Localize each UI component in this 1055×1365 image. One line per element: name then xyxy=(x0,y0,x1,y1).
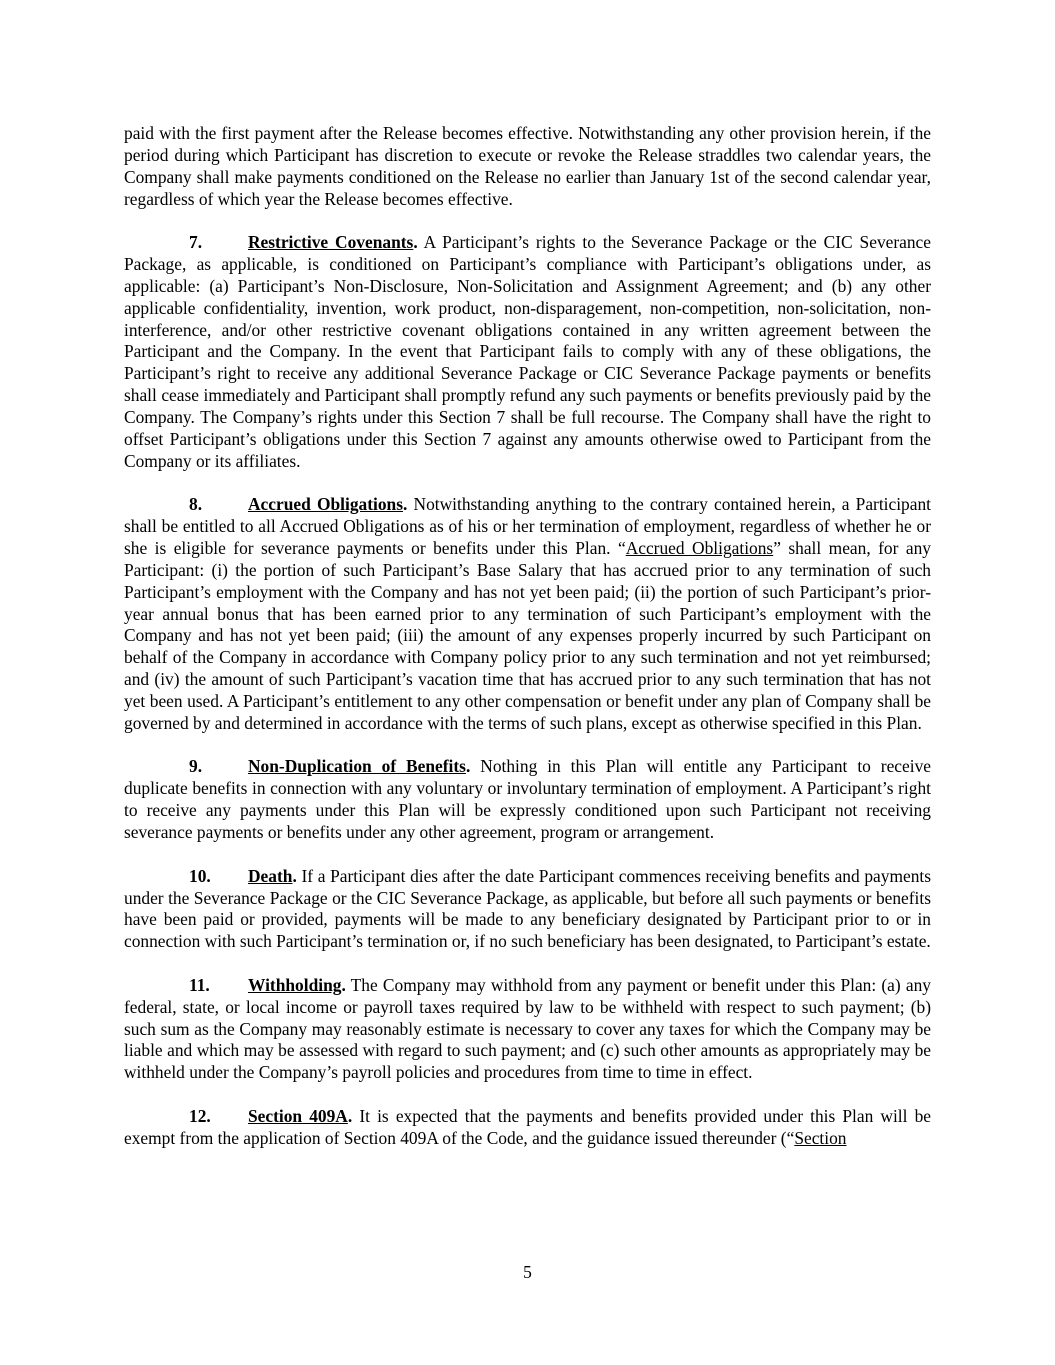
section-9-heading-punct: . xyxy=(465,756,471,777)
document-page xyxy=(124,123,931,1172)
section-8-body-before: Notwithstanding anything to the contrary contained herein, a Participant shall be entitled to all Accrued Obligations as of his or her termination of employment, regardless of whether he or she is eligible for severance payments or benefits under this Plan. “ xyxy=(124,494,931,559)
section-8-paragraph xyxy=(124,494,931,734)
section-12-paragraph xyxy=(124,1106,931,1150)
section-12-heading-punct: . xyxy=(347,1105,353,1126)
section-10-heading: Death xyxy=(248,865,293,886)
section-9-paragraph xyxy=(124,756,931,843)
section-12-heading: Section 409A xyxy=(248,1105,348,1126)
section-10-number: 10. xyxy=(189,865,211,886)
section-7-heading-punct: . xyxy=(413,232,418,253)
section-9-number: 9. xyxy=(189,756,203,777)
section-10-paragraph xyxy=(124,866,931,953)
section-11-number: 11. xyxy=(189,974,210,995)
intro-paragraph: paid with the first payment after the Release becomes effective. Notwithstanding any other provision herein, if the period during which Participant has discretion to execute or revoke the Release straddles two calendar years, the Company shall make payments conditioned on the Release no earlier than January 1st of the second calendar year, regardless of which year the Release becomes effective. xyxy=(124,123,931,209)
section-8-defined-term: Accrued Obligations xyxy=(625,538,774,559)
section-8-heading: Accrued Obligations xyxy=(248,494,403,515)
section-12-defined-term: Section xyxy=(794,1127,847,1148)
section-8-heading-punct: . xyxy=(402,494,408,515)
page-number: 5 xyxy=(523,1262,532,1282)
section-10-body: If a Participant dies after the date Participant commences receiving benefits and payments under the Severance Package or the CIC Severance Package, as applicable, but before all such payments or benefits have been paid or provided, payments will be made to any beneficiary designated by Participant prior to or in connection with such Participant’s termination or, if no such beneficiary has been designated, to Participant’s estate. xyxy=(124,865,931,952)
section-12-number: 12. xyxy=(189,1105,211,1126)
section-10-heading-punct: . xyxy=(292,865,297,886)
section-7-body: A Participant’s rights to the Severance Package or the CIC Severance Package, as applicable, is conditioned on Participant’s compliance with Participant’s obligations under, as applicable: (a) Participant’s Non-Disclosure, Non-Solicitation and Assignment Agreement; and (b) any other applicable confidentiality, invention, work product, non-disparagement, non-competition, non-solicitation, non-interference, and/or other restrictive covenant obligations contained in any written agreement between the Participant and the Company. In the event that Participant fails to comply with any of these obligations, the Participant’s right to receive any additional Severance Package or CIC Severance Package payments or benefits shall cease immediately and Participant shall promptly refund any such payments or benefits previously paid by the Company. The Company’s rights under this Section 7 shall be full recourse. The Company shall have the right to offset Participant’s obligations under this Section 7 against any amounts otherwise owed to Participant from the Company or its affiliates. xyxy=(124,232,931,471)
section-7-heading: Restrictive Covenants xyxy=(248,232,414,253)
section-9-heading: Non-Duplication of Benefits xyxy=(248,756,466,777)
section-8-body-after: ” shall mean, for any Participant: (i) the portion of such Participant’s Base Salary that has accrued prior to any termination of such Participant’s employment with the Company and has not yet been paid; (ii) the portion of such Participant’s prior-year annual bonus that has been earned prior to any termination of such Participant’s employment with the Company and has not yet been paid; (iii) the amount of any expenses properly incurred by such Participant on behalf of the Company in accordance with Company policy prior to any such termination and not yet reimbursed; and (iv) the amount of such Participant’s vacation time that has accrued prior to any such termination that has not yet been used. A Participant’s entitlement to any other compensation or benefit under any plan of Company shall be governed by and determined in accordance with the terms of such plans, except as otherwise specified in this Plan. xyxy=(124,538,931,733)
section-8-number: 8. xyxy=(189,494,203,515)
section-7-number: 7. xyxy=(189,232,203,253)
section-11-body: The Company may withhold from any payment or benefit under this Plan: (a) any federal, state, or local income or payroll taxes required by law to be withheld with respect to such payment; (b) such sum as the Company may reasonably estimate is necessary to cover any taxes for which the Company may be liable and which may be assessed with regard to such payment; and (c) such other amounts as appropriately may be withheld under the Company’s payroll policies and procedures from time to time in effect. xyxy=(124,974,931,1083)
section-12-body-before: It is expected that the payments and benefits provided under this Plan will be exempt from the application of Section 409A of the Code, and the guidance issued thereunder (“ xyxy=(124,1105,931,1148)
section-11-heading-punct: . xyxy=(341,974,346,995)
section-11-paragraph xyxy=(124,975,931,1084)
section-7-paragraph xyxy=(124,232,931,472)
section-11-heading: Withholding xyxy=(248,974,342,995)
section-9-body: Nothing in this Plan will entitle any Participant to receive duplicate benefits in connection with any voluntary or involuntary termination of employment. A Participant’s right to receive any payments under this Plan will be expressly conditioned upon such Participant not receiving severance payments or benefits under any other agreement, program or arrangement. xyxy=(124,756,931,842)
